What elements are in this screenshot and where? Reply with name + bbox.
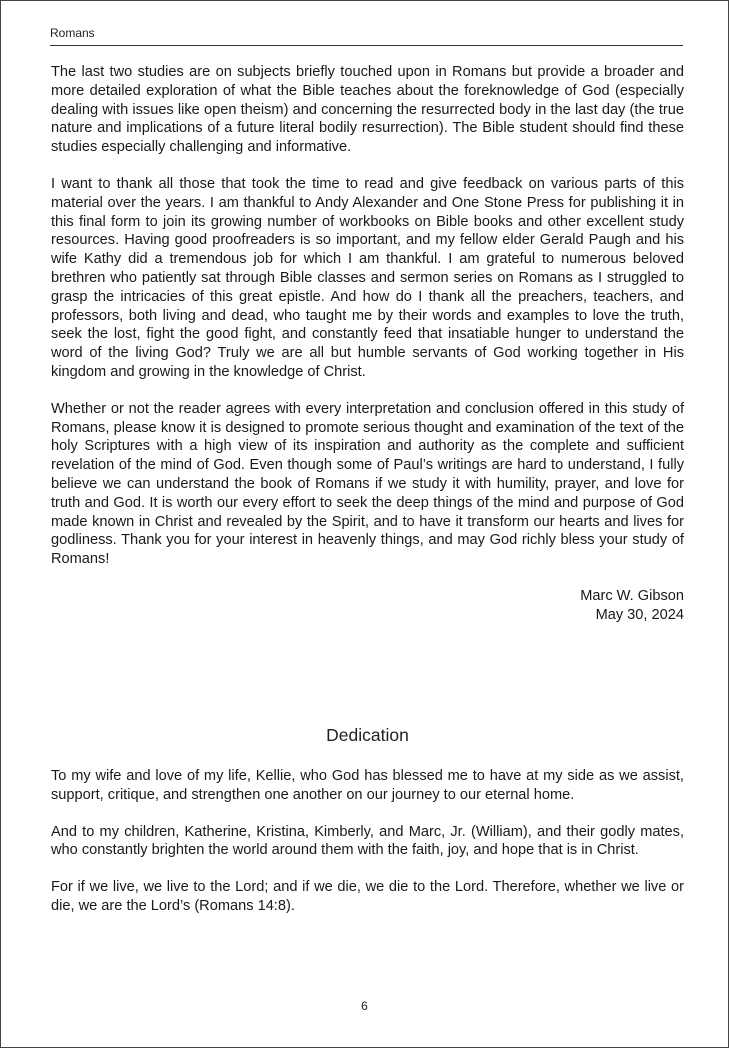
preface-paragraph-3: Whether or not the reader agrees with every interpretation and conclusion offered in this study of Romans, please know it is designed to promote serious thought and examination of the text of the holy Scriptures with a high view of its inspiration and authority as the complete and sufficient revelation of the mind of God. Even though some of Paul’s writings are hard to understand, I fully believe we can understand the book of Romans if we study it with humility, prayer, and love for truth and God. It is worth our every effort to seek the deep things of the mind and purpose of God made known in Christ and revealed by the Spirit, and to have it transform our hearts and lives for godliness. Thank you for your interest in heavenly things, and may God richly bless your study of Romans! — [51, 400, 684, 568]
signature-date: May 30, 2024 — [595, 606, 684, 623]
dedication-paragraph-3: For if we live, we live to the Lord; and if we die, we die to the Lord. Therefore, whether we live or die, we are the Lord’s (Romans 14:8). — [51, 879, 684, 914]
dedication-paragraph-1: To my wife and love of my life, Kellie, who God has blessed me to have at my side as we assist, support, critique, and strengthen one another on our journey to our eternal home. — [51, 768, 684, 803]
dedication-paragraph-2: And to my children, Katherine, Kristina, Kimberly, and Marc, Jr. (William), and their godly mates, who constantly brighten the world around them with the faith, joy, and hope that is in Christ. — [51, 823, 684, 859]
page-number: 6 — [361, 999, 368, 1013]
signature-name: Marc W. Gibson — [580, 587, 684, 604]
preface-paragraph-2: I want to thank all those that took the time to read and give feedback on various parts of this material over the years. I am thankful to Andy Alexander and One Stone Press for publishing it in this final form to join its growing number of workbooks on Bible books and other excellent study resources. Having good proofreaders is so important, and my fellow elder Gerald Paugh and his wife Kathy did a tremendous job for which I am thankful. I am grateful to numerous beloved brethren who patiently sat through Bible classes and sermon series on Romans as I struggled to grasp the intricacies of this great epistle. And how do I thank all the preachers, teachers, and professors, both living and dead, who taught me by their words and examples to love the truth, seek the lost, fight the good fight, and constantly feed that insatiable hunger to understand the word of the living God? Truly we are all but humble servants of God working together in His kingdom and growing in the knowledge of Christ. — [51, 175, 684, 380]
running-header-title: Romans — [50, 26, 95, 40]
author-signature-block — [51, 587, 684, 625]
header-rule — [50, 45, 683, 46]
dedication-body — [51, 767, 684, 916]
preface-paragraph-1: The last two studies are on subjects briefly touched upon in Romans but provide a broader and more detailed exploration of what the Bible teaches about the foreknowledge of God (especially dealing with issues like open theism) and concerning the resurrected body in the last day (the true nature and implications of a future literal bodily resurrection). The Bible student should find these studies especially challenging and informative. — [51, 64, 684, 156]
dedication-heading: Dedication — [326, 725, 409, 745]
preface-body — [51, 63, 684, 625]
